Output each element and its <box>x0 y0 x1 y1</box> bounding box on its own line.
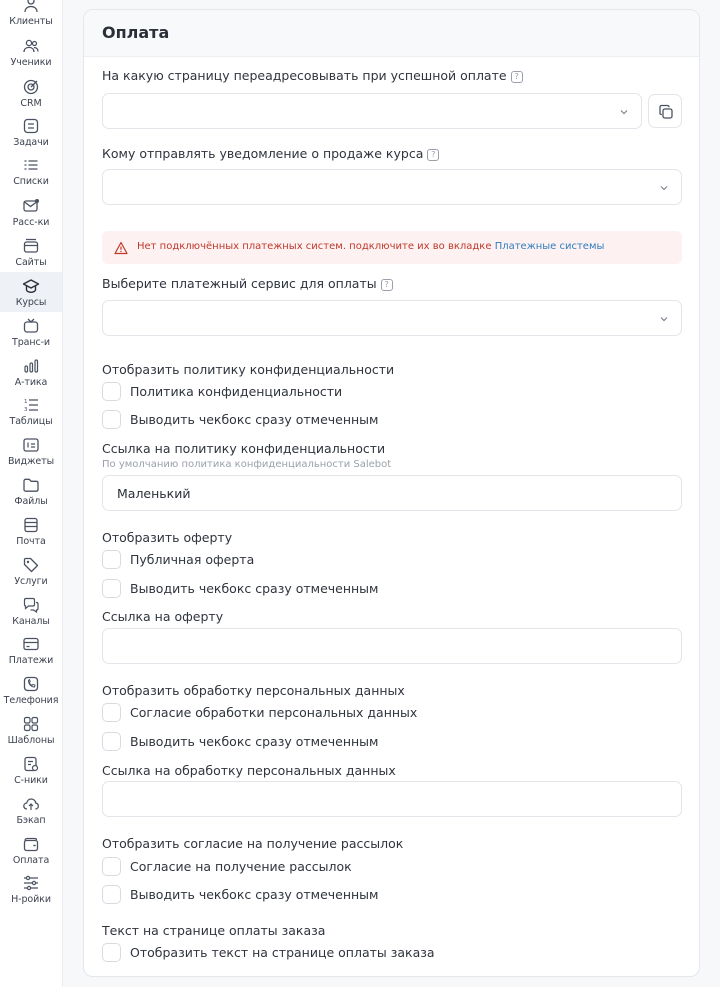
sidebar-item-label: Расс-ки <box>12 217 50 228</box>
crm-icon <box>22 78 40 96</box>
sidebar-item-mail[interactable] <box>0 516 62 548</box>
offer-prechecked-checkbox-label: Выводить чекбокс сразу отмеченным <box>130 581 379 596</box>
sidebar-item-label: А-тика <box>14 377 48 388</box>
no-payment-systems-alert <box>102 231 682 264</box>
payment-systems-link[interactable]: Платежные системы <box>494 241 605 252</box>
mailing-consent-checkbox-label: Согласие на получение рассылок <box>130 859 352 874</box>
chevron-down-icon <box>659 314 669 324</box>
offer-prechecked-checkbox[interactable] <box>102 579 121 598</box>
templates-icon <box>22 715 40 733</box>
chevron-down-icon <box>659 183 669 193</box>
sidebar-item-label: Телефония <box>3 695 59 706</box>
sidebar-item-label: Транс-и <box>12 337 50 348</box>
sidebar-item-label: Ученики <box>10 57 52 68</box>
copy-button[interactable] <box>648 94 682 128</box>
billing-icon <box>22 835 40 853</box>
personal-data-prechecked-checkbox-label: Выводить чекбокс сразу отмеченным <box>130 734 379 749</box>
offer-link-label: Ссылка на оферту <box>102 609 224 624</box>
help-icon[interactable]: ? <box>381 279 393 291</box>
sidebar-item-label: Списки <box>13 176 49 187</box>
privacy-link-hint: По умолчанию политика конфиденциальности Salebot <box>102 459 392 470</box>
sidebar-item-label: Задачи <box>13 137 49 148</box>
clients-icon <box>22 0 40 14</box>
mailing-consent-section-label: Отобразить согласие на получение рассылок <box>102 836 404 851</box>
sidebar-item-label: Курсы <box>15 297 47 308</box>
sidebar-item-label: Файлы <box>14 496 48 507</box>
svg-text:3: 3 <box>24 407 28 413</box>
help-icon[interactable]: ? <box>511 71 523 83</box>
notify-select[interactable] <box>102 169 682 205</box>
sidebar-item-sites[interactable] <box>0 237 62 269</box>
lists-icon <box>22 156 40 174</box>
privacy-section-label: Отобразить политику конфиденциальности <box>102 362 395 377</box>
tasks-icon <box>22 117 40 135</box>
sidebar-item-channels[interactable] <box>0 596 62 628</box>
sidebar-item-services[interactable] <box>0 556 62 588</box>
warning-icon <box>114 241 128 255</box>
offer-section-label: Отобразить оферту <box>102 530 233 545</box>
personal-data-consent-checkbox[interactable] <box>102 703 121 722</box>
students-icon <box>22 37 40 55</box>
payment-settings-card <box>83 9 700 977</box>
tables-icon <box>22 396 40 414</box>
mailing-icon <box>22 197 40 215</box>
sidebar-item-files[interactable] <box>0 476 62 508</box>
notify-label <box>102 146 439 161</box>
page-title: Оплата <box>102 23 170 42</box>
sidebar-item-label: Клиенты <box>9 16 53 27</box>
phone-icon <box>22 675 40 693</box>
offer-link-input[interactable] <box>102 628 682 664</box>
sidebar-item-mailing[interactable] <box>0 197 62 229</box>
chevron-down-icon <box>619 107 629 117</box>
sidebar-item-label: Н-ройки <box>11 894 51 905</box>
redirect-label-text: На какую страницу переадресовывать при успешной оплате <box>102 68 507 83</box>
broadcast-icon <box>22 317 40 335</box>
sidebar-item-courses[interactable] <box>0 272 62 312</box>
sidebar-item-payments[interactable] <box>0 635 62 667</box>
files-icon <box>22 476 40 494</box>
order-text-section-label: Текст на странице оплаты заказа <box>102 923 326 938</box>
courses-icon <box>22 277 40 295</box>
sidebar-item-label: Шаблоны <box>7 735 55 746</box>
alert-text <box>137 241 604 252</box>
redirect-page-select[interactable] <box>102 93 642 129</box>
alert-message: Нет подключённых платежных систем. подключите их во вкладке <box>137 241 495 252</box>
sidebar-item-tables[interactable] <box>0 396 62 428</box>
sidebar <box>0 0 63 987</box>
widgets-icon <box>22 436 40 454</box>
svg-text:1: 1 <box>24 399 28 405</box>
personal-data-prechecked-checkbox[interactable] <box>102 732 121 751</box>
card-header <box>84 10 699 57</box>
sidebar-item-clients[interactable] <box>0 0 62 28</box>
personal-data-consent-checkbox-label: Согласие обработки персональных данных <box>130 705 418 720</box>
copy-icon <box>658 104 674 120</box>
payments-icon <box>22 635 40 653</box>
sidebar-item-lists[interactable] <box>0 156 62 188</box>
privacy-link-value: Маленький <box>117 486 191 501</box>
mail-icon <box>22 516 40 534</box>
privacy-policy-checkbox[interactable] <box>102 382 121 401</box>
sidebar-item-broadcast[interactable] <box>0 317 62 349</box>
sidebar-item-backup[interactable] <box>0 795 62 827</box>
sidebar-item-analytics[interactable] <box>0 357 62 389</box>
sidebar-item-label: С-ники <box>14 775 48 786</box>
sidebar-item-billing[interactable] <box>0 835 62 867</box>
sidebar-item-label: Каналы <box>12 616 50 627</box>
mailing-prechecked-checkbox-label: Выводить чекбокс сразу отмеченным <box>130 887 379 902</box>
personal-data-link-label: Ссылка на обработку персональных данных <box>102 763 396 778</box>
sidebar-item-templates[interactable] <box>0 715 62 747</box>
services-icon <box>22 556 40 574</box>
public-offer-checkbox-label: Публичная оферта <box>130 552 255 567</box>
sidebar-item-label: Сайты <box>15 257 47 268</box>
order-text-checkbox[interactable] <box>102 943 121 962</box>
public-offer-checkbox[interactable] <box>102 550 121 569</box>
sites-icon <box>22 237 40 255</box>
personal-data-section-label: Отобразить обработку персональных данных <box>102 683 405 698</box>
order-text-checkbox-label: Отобразить текст на странице оплаты заказа <box>130 945 435 960</box>
sidebar-item-tasks[interactable] <box>0 117 62 149</box>
privacy-policy-checkbox-label: Политика конфиденциальности <box>130 384 343 399</box>
help-icon[interactable]: ? <box>427 149 439 161</box>
sidebar-item-label: Бэкап <box>16 815 46 826</box>
backup-icon <box>22 795 40 813</box>
sidebar-item-label: Услуги <box>14 576 48 587</box>
sidebar-item-label: Почта <box>16 536 46 547</box>
redirect-label <box>102 68 523 83</box>
sidebar-item-label: Виджеты <box>8 456 54 467</box>
personal-data-link-input[interactable] <box>102 781 682 817</box>
analytics-icon <box>22 357 40 375</box>
sidebar-item-label: Платежи <box>8 655 54 666</box>
payment-service-select[interactable] <box>102 300 682 336</box>
service-label-text: Выберите платежный сервис для оплаты <box>102 276 377 291</box>
sidebar-item-crm[interactable] <box>0 78 62 110</box>
notify-label-text: Кому отправлять уведомление о продаже курса <box>102 146 424 161</box>
mailing-prechecked-checkbox[interactable] <box>102 885 121 904</box>
privacy-prechecked-checkbox[interactable] <box>102 410 121 429</box>
sidebar-item-label: Таблицы <box>9 416 53 427</box>
privacy-prechecked-checkbox-label: Выводить чекбокс сразу отмеченным <box>130 412 379 427</box>
privacy-link-label: Ссылка на политику конфиденциальности <box>102 441 386 456</box>
sidebar-item-students[interactable] <box>0 37 62 69</box>
settings-icon <box>22 874 40 892</box>
sidebar-item-widgets[interactable] <box>0 436 62 468</box>
sidebar-item-label: CRM <box>20 98 42 109</box>
sidebar-item-label: Оплата <box>12 855 50 866</box>
sidebar-item-telephony[interactable] <box>0 675 62 707</box>
mailing-consent-checkbox[interactable] <box>102 857 121 876</box>
service-label <box>102 276 393 291</box>
sidebar-item-settings[interactable] <box>0 874 62 906</box>
privacy-link-input[interactable] <box>102 475 682 511</box>
sidebar-item-directories[interactable] <box>0 755 62 787</box>
channels-icon <box>22 596 40 614</box>
directories-icon <box>22 755 40 773</box>
